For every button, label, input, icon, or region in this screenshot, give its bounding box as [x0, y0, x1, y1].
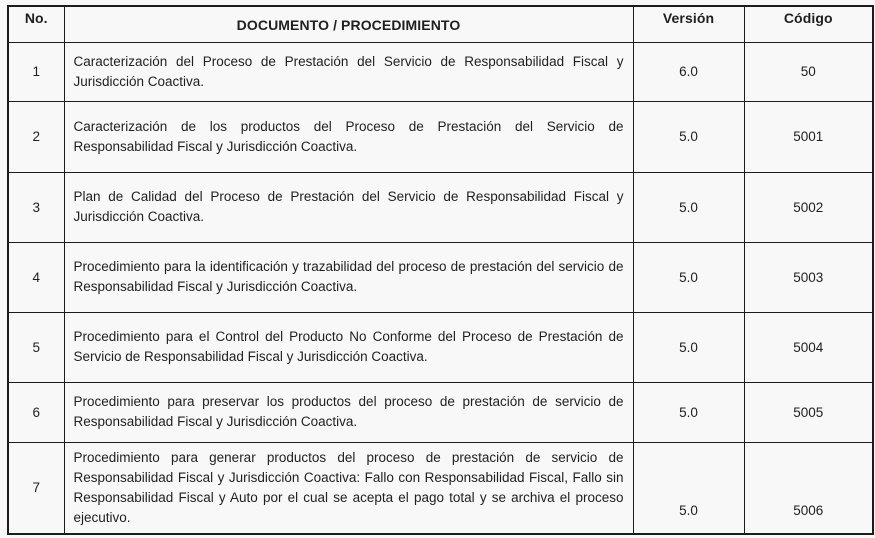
table-row	[8, 101, 873, 172]
code-value: 5001	[744, 101, 873, 172]
table-row	[8, 312, 873, 382]
document-title: Procedimiento para generar productos del proceso de prestación de servicio de Responsabilidad Fiscal y Jurisdicción Coactiva: Fallo con Responsabilidad Fiscal, Fallo sin Responsabilidad Fiscal y Auto por el cual se acepta el pago total y se archiva el proceso ejecutivo.	[64, 442, 633, 534]
document-title: Procedimiento para el Control del Producto No Conforme del Proceso de Prestación de Servicio de Responsabilidad Fiscal y Jurisdicción Coactiva.	[64, 312, 633, 382]
document-title: Caracterización del Proceso de Prestación del Servicio de Responsabilidad Fiscal y Jurisdicción Coactiva.	[64, 42, 633, 101]
version-value: 5.0	[633, 312, 744, 382]
document-title: Plan de Calidad del Proceso de Prestación del Servicio de Responsabilidad Fiscal y Jurisdicción Coactiva.	[64, 172, 633, 242]
table-row	[8, 172, 873, 242]
row-number: 6	[8, 382, 64, 442]
row-number: 2	[8, 101, 64, 172]
header-row	[8, 6, 873, 42]
row-number: 1	[8, 42, 64, 101]
header-code: Código	[744, 6, 873, 42]
row-number: 7	[8, 442, 64, 534]
version-value: 5.0	[633, 442, 744, 534]
header-no: No.	[8, 6, 64, 42]
version-value: 5.0	[633, 101, 744, 172]
header-version: Versión	[633, 6, 744, 42]
documents-table	[7, 5, 874, 535]
document-title: Caracterización de los productos del Proceso de Prestación del Servicio de Responsabilidad Fiscal y Jurisdicción Coactiva.	[64, 101, 633, 172]
document-title: Procedimiento para preservar los productos del proceso de prestación de servicio de Responsabilidad Fiscal y Jurisdicción Coactiva.	[64, 382, 633, 442]
document-title: Procedimiento para la identificación y trazabilidad del proceso de prestación del servicio de Responsabilidad Fiscal y Jurisdicción Coactiva.	[64, 242, 633, 312]
row-number: 3	[8, 172, 64, 242]
version-value: 6.0	[633, 42, 744, 101]
code-value: 5002	[744, 172, 873, 242]
code-value: 5004	[744, 312, 873, 382]
table-row	[8, 42, 873, 101]
table-row	[8, 242, 873, 312]
header-document: DOCUMENTO / PROCEDIMIENTO	[64, 6, 633, 42]
version-value: 5.0	[633, 242, 744, 312]
table-row	[8, 442, 873, 534]
code-value: 5006	[744, 442, 873, 534]
version-value: 5.0	[633, 382, 744, 442]
code-value: 5005	[744, 382, 873, 442]
code-value: 5003	[744, 242, 873, 312]
version-value: 5.0	[633, 172, 744, 242]
code-value: 50	[744, 42, 873, 101]
table-row	[8, 382, 873, 442]
row-number: 4	[8, 242, 64, 312]
row-number: 5	[8, 312, 64, 382]
